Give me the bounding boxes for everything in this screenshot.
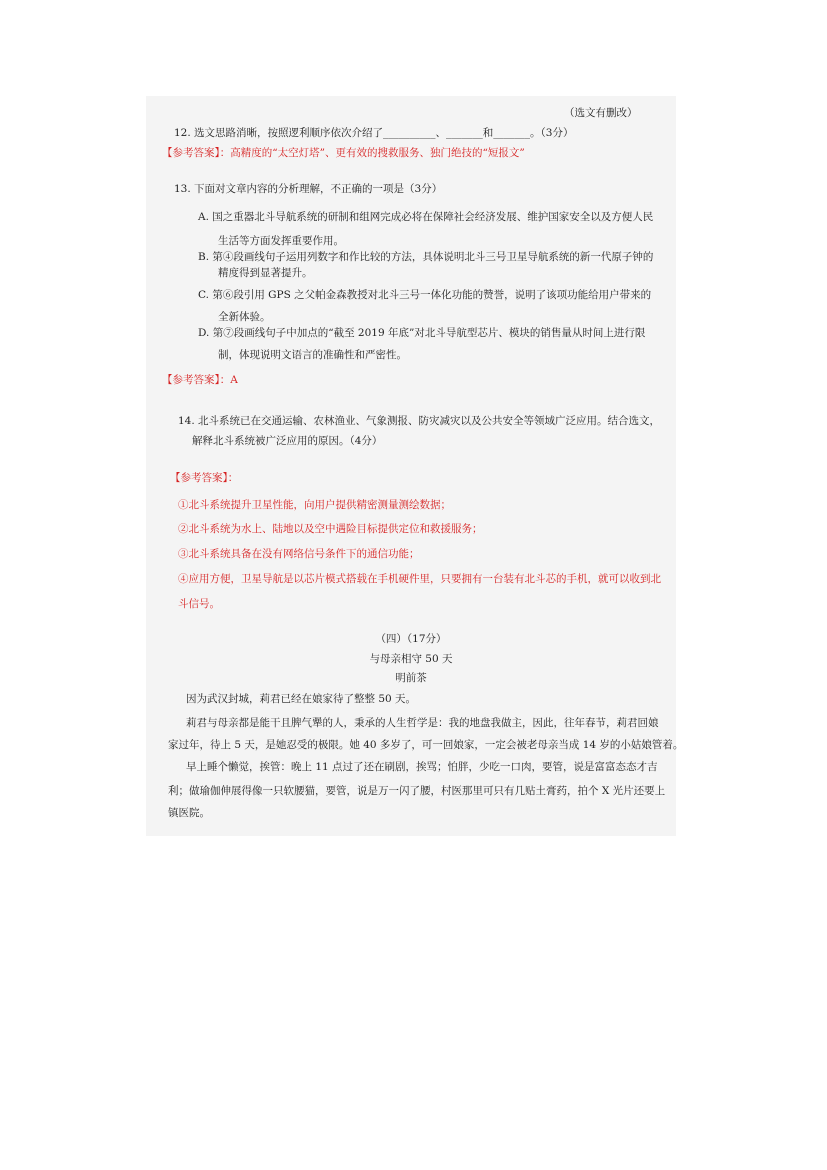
question-13: 13. 下面对文章内容的分析理解，不正确的一项是（3分） (174, 183, 443, 195)
option-d-line2: 制，体现说明文语言的准确性和严密性。 (218, 349, 407, 361)
question-12: 12. 选文思路消晰，按照逻利顺序依次介绍了__________、_______和_______。（3分） (174, 127, 574, 139)
question-14-line2: 解释北斗系统被广泛应用的原因。（4分） (192, 435, 383, 447)
paragraph-2-line2: 家过年，待上 5 天，是她忍受的极限。她 40 多岁了，可一回娘家，一定会被老母亲当成 14 岁的小姑娘管着。 (168, 739, 684, 751)
question-14-line1: 14. 北斗系统已在交通运输、农林渔业、气象测报、防灾减灾以及公共安全等领域广泛应用。结合选文， (178, 415, 661, 427)
answer-14-item-4: ④应用方便，卫星导航是以芯片模式搭载在手机硬件里，只要拥有一台装有北斗芯的手机，就可以收到北 (178, 573, 661, 585)
answer-14-label: 【参考答案】： (170, 472, 239, 484)
option-d-line1: D. 第⑦段画线句子中加点的“截至 2019 年底”对北斗导航型芯片、模块的销售量从时间上进行限 (198, 327, 646, 339)
option-c-line2: 全新体验。 (218, 311, 271, 323)
paragraph-1: 因为武汉封城，莉君已经在娘家待了整整 50 天。 (186, 693, 417, 705)
article-author: 明前茶 (395, 672, 427, 684)
article-title: 与母亲相守 50 天 (369, 653, 453, 665)
answer-12: 【参考答案】：高精度的“太空灯塔”、更有效的搜救服务、独门绝技的“短报文” (162, 147, 525, 159)
document-page (146, 96, 684, 836)
option-b-line1: B. 第④段画线句子运用列数字和作比较的方法，具体说明北斗三号卫星导航系统的新一代原子钟的 (198, 251, 654, 263)
option-b-line2: 精度得到显著提升。 (218, 267, 313, 279)
option-a-line2: 生活等方面发挥重要作用。 (218, 235, 344, 247)
answer-14-item-4-tail: 斗信号。 (178, 598, 220, 610)
option-a-line1: A. 国之重器北斗导航系统的研制和组网完成必将在保障社会经济发展、维护国家安全以及方便人民 (198, 211, 654, 223)
answer-14-item-3: ③北斗系统具备在没有网络信号条件下的通信功能； (178, 548, 420, 560)
paragraph-3-line1: 早上睡个懒觉，挨管：晚上 11 点过了还在刷剧，挨骂；怕胖，少吃一口肉，要管，说是富富态态才吉 (186, 761, 658, 773)
answer-13: 【参考答案】：A (162, 374, 238, 386)
option-c-line1: C. 第⑥段引用 GPS 之父帕金森教授对北斗三号一体化功能的赞誉，说明了该项功能给用户带来的 (198, 289, 652, 301)
paragraph-3-line2: 利；做瑜伽伸展得像一只软腰猫，要管，说是万一闪了腰，村医那里可只有几贴土膏药，拍个 X 光片还要上 (168, 785, 666, 797)
paragraph-3-line3: 镇医院。 (168, 807, 210, 819)
section-heading: （四）（17分） (375, 633, 447, 645)
answer-14-item-2: ②北斗系统为水上、陆地以及空中遇险目标提供定位和救援服务； (178, 523, 483, 535)
paragraph-2-line1: 莉君与母亲都是能干且脾气犟的人，秉承的人生哲学是：我的地盘我做主，因此，往年春节，莉君回娘 (186, 717, 659, 729)
source-note: （选文有删改） (564, 107, 638, 119)
answer-14-item-1: ①北斗系统提升卫星性能，向用户提供精密测量测绘数据； (178, 499, 451, 511)
